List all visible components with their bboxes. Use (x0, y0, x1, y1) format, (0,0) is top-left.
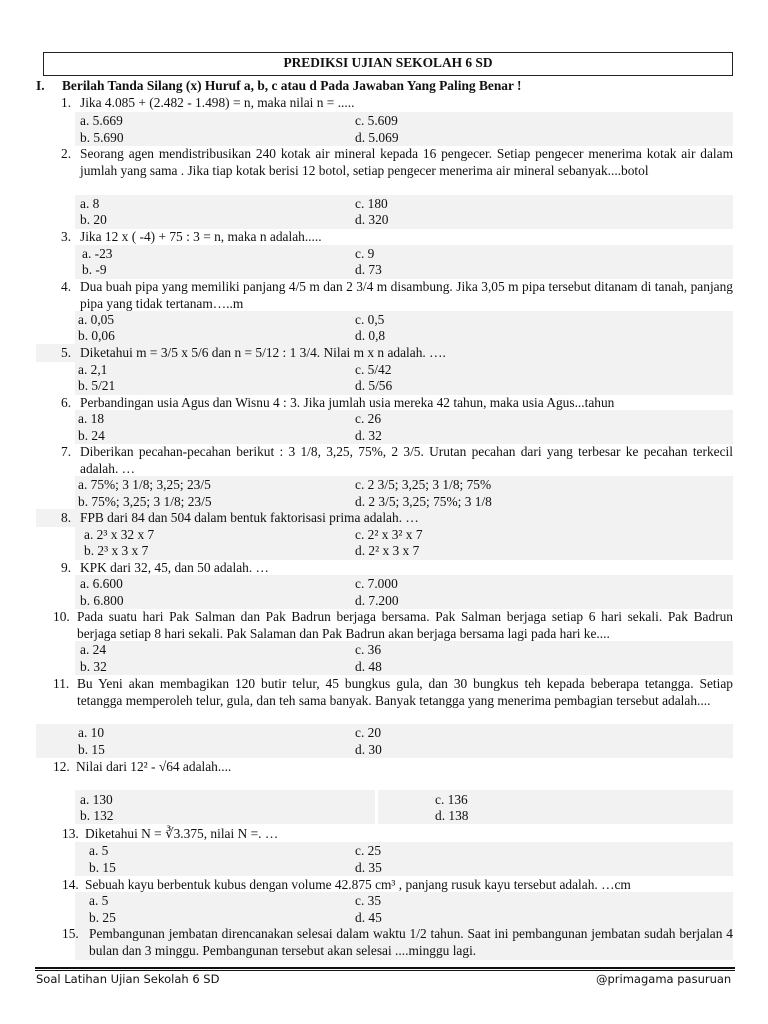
option-c[interactable]: c. 2² x 3² x 7 (355, 527, 423, 542)
shade-band (75, 641, 733, 675)
option-d[interactable]: d. 48 (355, 659, 382, 674)
option-a[interactable]: a. 5.669 (80, 113, 123, 128)
question-text: Perbandingan usia Agus dan Wisnu 4 : 3. Jika jumlah usia mereka 42 tahun, maka usia Agus...tahun (80, 395, 615, 410)
option-d[interactable]: d. 2 3/5; 3,25; 75%; 3 1/8 (355, 494, 492, 509)
question-number: 8. (61, 510, 72, 525)
question-text: Sebuah kayu berbentuk kubus dengan volume 42.875 cm³ , panjang rusuk kayu tersebut adalah. …cm (85, 877, 631, 892)
question-3 (61, 229, 733, 246)
shade-band (378, 790, 733, 824)
option-c[interactable]: c. 26 (355, 411, 382, 426)
option-d[interactable]: d. 32 (355, 428, 382, 443)
question-2 (61, 146, 733, 179)
question-12 (53, 759, 733, 776)
footer-right-text: @primagama pasuruan (596, 972, 732, 986)
question-text: KPK dari 32, 45, dan 50 adalah. … (80, 560, 269, 575)
option-b[interactable]: b. 6.800 (80, 593, 124, 608)
shade-band (75, 311, 733, 345)
option-d[interactable]: d. 5/56 (355, 378, 393, 393)
option-b[interactable]: b. 0,06 (78, 328, 115, 343)
option-c[interactable]: c. 25 (355, 843, 382, 858)
question-14 (62, 877, 733, 894)
question-number: 1. (61, 95, 72, 110)
option-c[interactable]: c. 5.609 (355, 113, 398, 128)
question-number: 4. (61, 279, 72, 294)
question-number: 9. (61, 560, 72, 575)
question-number: 10. (53, 609, 70, 624)
page-title: PREDIKSI UJIAN SEKOLAH 6 SD (43, 52, 733, 76)
option-d[interactable]: d. 0,8 (355, 328, 386, 343)
option-a[interactable]: a. 5 (89, 893, 109, 908)
option-c[interactable]: c. 180 (355, 196, 388, 211)
shade-band (75, 842, 733, 876)
option-b[interactable]: b. 24 (78, 428, 105, 443)
option-c[interactable]: c. 2 3/5; 3,25; 3 1/8; 75% (355, 477, 492, 492)
question-text: Pembangunan jembatan direncanakan selesai dalam waktu 1/2 tahun. Saat ini pembangunan jembatan sudah berjalan 4 bulan dan 3 minggu. Pembangunan tersebut akan selesai ....minggu lagi. (89, 926, 733, 958)
option-b[interactable]: b. -9 (82, 262, 107, 277)
question-text: Diketahui N = ∛3.375, nilai N =. … (85, 826, 279, 841)
option-a[interactable]: a. 130 (80, 792, 113, 807)
option-b[interactable]: b. 75%; 3,25; 3 1/8; 23/5 (78, 494, 212, 509)
question-text: Diberikan pecahan-pecahan berikut : 3 1/8, 3,25, 75%, 2 3/5. Urutan pecahan dari yang terbesar ke pecahan terkecil adalah. … (80, 444, 733, 476)
option-a[interactable]: a. 18 (78, 411, 105, 426)
option-c[interactable]: c. 5/42 (355, 362, 392, 377)
option-d[interactable]: d. 138 (435, 808, 469, 823)
question-7 (61, 444, 733, 477)
shade-band (75, 245, 733, 279)
question-text: Seorang agen mendistribusikan 240 kotak air mineral kepada 16 pengecer. Setiap pengecer menerima kotak air dalam jumlah yang sama . Jika tiap kotak berisi 12 botol, setiap pengecer menerima air mineral sebanyak....botol (80, 146, 733, 178)
shade-band (75, 195, 733, 229)
option-a[interactable]: a. 2,1 (78, 362, 108, 377)
question-8 (61, 510, 733, 527)
footer-rule (35, 967, 735, 969)
question-number: 7. (61, 444, 72, 459)
question-number: 13. (62, 826, 79, 841)
question-text: Nilai dari 12² - √64 adalah.... (76, 759, 232, 774)
question-number: 2. (61, 146, 72, 161)
question-number: 11. (53, 676, 70, 691)
question-number: 5. (61, 345, 72, 360)
option-a[interactable]: a. 75%; 3 1/8; 3,25; 23/5 (78, 477, 211, 492)
option-b[interactable]: b. 5/21 (78, 378, 116, 393)
option-a[interactable]: a. 10 (78, 725, 105, 740)
option-c[interactable]: c. 0,5 (355, 312, 385, 327)
section-instruction: Berilah Tanda Silang (x) Huruf a, b, c atau d Pada Jawaban Yang Paling Benar ! (62, 78, 522, 93)
question-5 (61, 345, 733, 362)
footer-rule-thin (35, 970, 735, 971)
option-d[interactable]: d. 5.069 (355, 130, 399, 145)
shade-band (75, 410, 733, 444)
shade-band (75, 892, 733, 926)
question-15 (62, 926, 733, 959)
option-d[interactable]: d. 35 (355, 860, 382, 875)
option-c[interactable]: c. 7.000 (355, 576, 398, 591)
question-9 (61, 560, 733, 577)
option-d[interactable]: d. 73 (355, 262, 382, 277)
question-6 (61, 395, 733, 412)
question-text: Jika 4.085 + (2.482 - 1.498) = n, maka nilai n = ..... (80, 95, 355, 110)
shade-band (75, 790, 375, 824)
option-a[interactable]: a. 0,05 (78, 312, 115, 327)
question-number: 12. (53, 759, 70, 774)
option-a[interactable]: a. 5 (89, 843, 109, 858)
question-1 (61, 95, 733, 112)
question-text: Pada suatu hari Pak Salman dan Pak Badrun berjaga bersama. Pak Salman berjaga setiap 6 hari sekali. Pak Badrun berjaga setiap 8 hari sekali. Pak Salaman dan Pak Badrun akan berjaga bersama lagi pada hari ke.... (77, 609, 733, 641)
question-number: 6. (61, 395, 72, 410)
question-10 (53, 609, 733, 642)
option-c[interactable]: c. 35 (355, 893, 382, 908)
option-c[interactable]: c. 20 (355, 725, 382, 740)
option-a[interactable]: a. 6.600 (80, 576, 123, 591)
option-b[interactable]: b. 25 (89, 910, 116, 925)
option-a[interactable]: a. 24 (80, 642, 107, 657)
question-text: Jika 12 x ( -4) + 75 : 3 = n, maka n adalah..... (80, 229, 322, 244)
option-a[interactable]: a. -23 (82, 246, 113, 261)
option-c[interactable]: c. 36 (355, 642, 382, 657)
option-c[interactable]: c. 9 (355, 246, 375, 261)
option-b[interactable]: b. 15 (89, 860, 116, 875)
question-number: 14. (62, 877, 79, 892)
question-11 (53, 676, 733, 709)
option-d[interactable]: d. 320 (355, 212, 389, 227)
shade-band (75, 112, 733, 146)
option-d[interactable]: d. 30 (355, 742, 382, 757)
shade-band (75, 361, 733, 395)
question-13 (62, 826, 733, 843)
section-number: I. (36, 78, 45, 93)
option-b[interactable]: b. 20 (80, 212, 107, 227)
question-number: 3. (61, 229, 72, 244)
question-text: Dua buah pipa yang memiliki panjang 4/5 m dan 2 3/4 m disambung. Jika 3,05 m pipa tersebut ditanam di tanah, panjang pipa yang tidak tertanam…..m (80, 279, 733, 311)
option-b[interactable]: b. 2³ x 3 x 7 (84, 543, 149, 558)
question-text: Diketahui m = 3/5 x 5/6 dan n = 5/12 : 1 3/4. Nilai m x n adalah. …. (80, 345, 446, 360)
question-number: 15. (62, 926, 79, 941)
shade-band (36, 724, 733, 758)
question-text: FPB dari 84 dan 504 dalam bentuk faktorisasi prima adalah. … (80, 510, 419, 525)
option-d[interactable]: d. 7.200 (355, 593, 399, 608)
footer-left-text: Soal Latihan Ujian Sekolah 6 SD (36, 972, 220, 986)
shade-band (75, 575, 733, 609)
option-b[interactable]: b. 5.690 (80, 130, 124, 145)
option-a[interactable]: a. 2³ x 32 x 7 (84, 527, 155, 542)
option-c[interactable]: c. 136 (435, 792, 468, 807)
option-d[interactable]: d. 45 (355, 910, 382, 925)
option-b[interactable]: b. 15 (78, 742, 105, 757)
question-text: Bu Yeni akan membagikan 120 butir telur, 45 bungkus gula, dan 30 bungkus teh kepada beberapa tetangga. Setiap tetangga memperoleh telur, gula, dan teh sama banyak. Banyak tetangga yang menerima pembagian tersebut adalah.... (77, 676, 733, 708)
question-4 (61, 279, 733, 312)
option-b[interactable]: b. 132 (80, 808, 114, 823)
option-b[interactable]: b. 32 (80, 659, 107, 674)
option-d[interactable]: d. 2² x 3 x 7 (355, 543, 420, 558)
option-a[interactable]: a. 8 (80, 196, 100, 211)
